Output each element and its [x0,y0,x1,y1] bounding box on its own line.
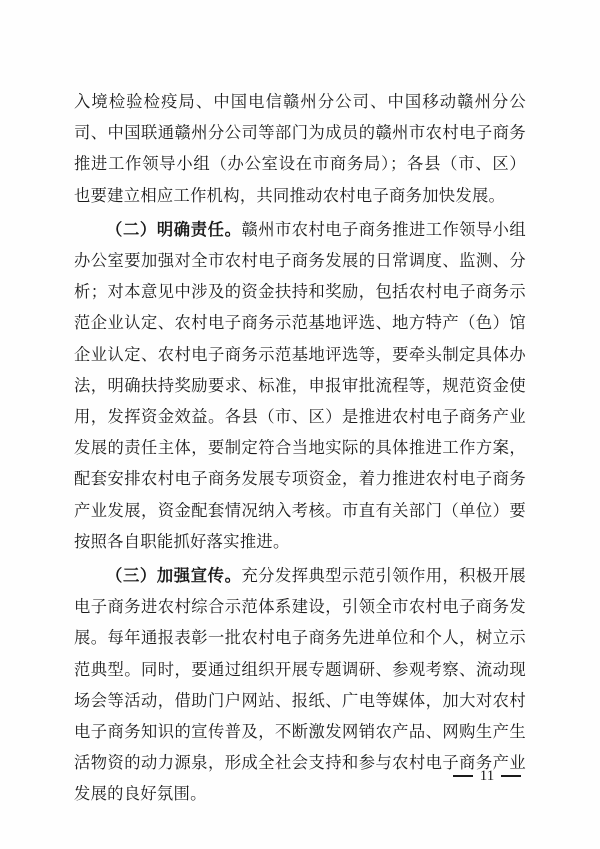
paragraph-2 [74,214,526,557]
footer-dash-right [501,775,521,777]
section-heading-3: （三）加强宣传。 [106,566,242,586]
footer-dash-left [453,775,473,777]
page-number: 11 [479,767,495,784]
paragraph-3-text: 充分发挥典型示范引领作用，积极开展电子商务进农村综合示范体系建设，引领全市农村电子商务发展。每年通报表彰一批农村电子商务先进单位和个人，树立示范典型。同时，要通过组织开展专题调研、参观考察、流动现场会等活动，借助门户网站、报纸、广电等媒体，加大对农村电子商务知识的宣传普及，不断激发网销农产品、网购生产生活物资的动力源泉，形成全社会支持和参与农村电子商务产业发展的良好氛围。 [74,566,526,804]
document-body [74,86,526,810]
paragraph-1-text: 入境检验检疫局、中国电信赣州分公司、中国移动赣州分公司、中国联通赣州分公司等部门为成员的赣州市农村电子商务推进工作领导小组（办公室设在市商务局）；各县（市、区）也要建立相应工作机构，共同推动农村电子商务加快发展。 [74,92,526,205]
section-heading-2: （二）明确责任。 [106,219,242,239]
paragraph-2-text: 赣州市农村电子商务推进工作领导小组办公室要加强对全市农村电子商务发展的日常调度、监测、分析；对本意见中涉及的资金扶持和奖励，包括农村电子商务示范企业认定、农村电子商务示范基地评选、地方特产（色）馆企业认定、农村电子商务示范基地评选等，要牵头制定具体办法，明确扶持奖励要求、标准，申报审批流程等，规范资金使用，发挥资金效益。各县（市、区）是推进农村电子商务产业发展的责任主体，要制定符合当地实际的具体推进工作方案，配套安排农村电子商务发展专项资金，着力推进农村电子商务产业发展，资金配套情况纳入考核。市直有关部门（单位）要按照各自职能抓好落实推进。 [74,219,526,551]
paragraph-1 [74,86,526,211]
page-footer [432,761,542,791]
